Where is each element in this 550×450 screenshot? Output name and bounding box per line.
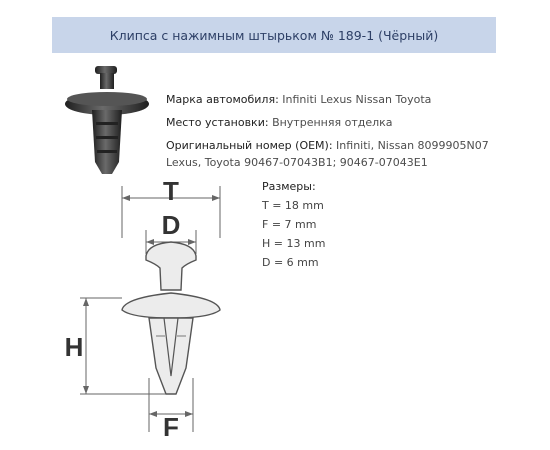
oem-row [166,138,489,154]
car-brand-value: Infiniti Lexus Nissan Toyota [282,93,432,106]
install-place-row [166,115,393,131]
label-d: D [161,210,181,240]
install-place-label: Место установки: [166,116,269,129]
oem-value-2: Lexus, Toyota 90467-07043B1; 90467-07043E1 [166,156,428,169]
size-t: T = 18 mm [262,199,324,212]
sizes-heading: Размеры: [262,180,316,193]
oem-row-2 [166,155,428,171]
size-h: H = 13 mm [262,237,326,250]
label-h: H [64,332,84,362]
title-banner [52,17,496,53]
clip-photo-icon [62,62,158,180]
oem-value-1: Infiniti, Nissan 8099905N07 [336,139,489,152]
car-brand-label: Марка автомобиля: [166,93,279,106]
size-d: D = 6 mm [262,256,319,269]
size-f: F = 7 mm [262,218,317,231]
car-brand-row [166,92,431,108]
sizes-block [262,177,325,272]
label-f: F [163,412,179,440]
install-place-value: Внутренняя отделка [272,116,393,129]
page-title: Клипса с нажимным штырьком № 189-1 (Чёрный) [109,27,439,43]
label-t: T [163,178,179,206]
clip-drawing-icon [60,178,240,440]
oem-label: Оригинальный номер (OEM): [166,139,333,152]
